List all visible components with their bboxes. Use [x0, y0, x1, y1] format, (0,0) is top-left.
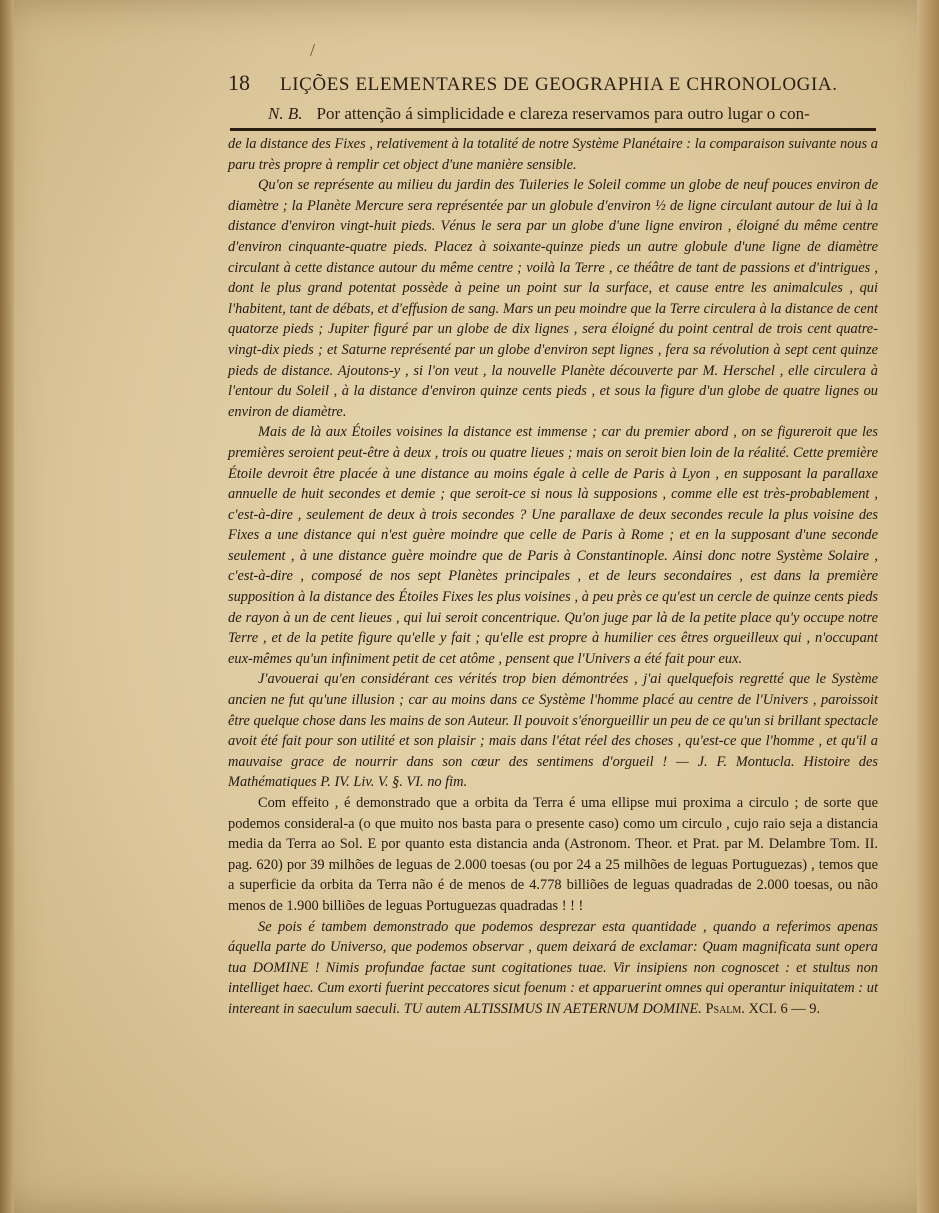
psalm-reference: Psalm. XCI. 6 — 9. [705, 1000, 821, 1017]
pencil-mark: / [310, 40, 316, 60]
footnote-body [228, 134, 878, 1020]
paragraph-orbita-terra: Com effeito , é demonstrado que a orbita da Terra é uma ellipse mui proxima a circulo ; de sorte que podemos consideral-a (o que muito nos basta para o presente caso) como um circulo , cujo raio seja a distancia media da Terra ao Sol. E por quanto esta distancia anda (Astronom. Theor. et Prat. par M. Delambre Tom. II. pag. 620) por 39 milhões de leguas de 2.000 toesas (ou por 24 a 25 milhões de leguas Portuguezas) , temos que a superficie da orbita da Terra não é de menos de 4.778 billiões de leguas quadradas de 2.000 toesas, ou não menos de 1.900 billiões de leguas Portuguezas quadradas ! ! ! [228, 795, 878, 914]
page-header [228, 70, 878, 96]
paragraph-tuileries: Qu'on se représente au milieu du jardin des Tuileries le Soleil comme un globe de neuf pouces environ de diamètre ; la Planète Mercure sera représentée par un globule d'environ ½ de ligne circulant autour de lui à la distance d'environ vingt-huit pieds. Vénus le sera par un globe d'une ligne environ , éloigné du même centre d'environ cinquante-quatre pieds. Placez à soixante-quinze pieds un autre globule d'une ligne de diamètre circulant à cette distance autour du même centre ; voilà la Terre , ce théâtre de tant de passions et d'intrigues , dont le plus grand potentat possède à peine un point sur la surface, et cause entre les animalcules , qui l'habitent, tant de débats, et d'effusion de sang. Mars un peu moindre que la Terre circulera à la distance de cent quatorze pieds ; Jupiter figuré par un globe de dix lignes , sera éloigné du point central de trois cent quatre-vingt-dix pieds ; et Saturne représenté par un globe d'environ sept lignes , fera sa révolution à sept cent quinze pieds de distance. Ajoutons-y , si l'on veut , la nouvelle Planète découverte par M. Herschel , elle circulera à l'entour du Soleil , à la distance d'environ quinze cents pieds , et sous la figure d'un globe de quatre lignes ou environ de diamètre. [228, 177, 878, 420]
nota-bene-line [268, 104, 878, 124]
running-title: LIÇÕES ELEMENTARES DE GEOGRAPHIA E CHRONOLOGIA. [280, 74, 838, 95]
footnote-rule [230, 128, 876, 131]
paragraph-distance-fixes: de la distance des Fixes , relativement à la totalité de notre Système Planétaire : la comparaison suivante nous a paru très propre à remplir cet object d'une manière sensible. [228, 136, 878, 173]
paragraph-etoiles: Mais de là aux Étoiles voisines la distance est immense ; car du premier abord , on se figureroit que les premières seroient peut-être à deux , trois ou quatre lieues ; mais on seroit bien loin de la réalité. Cette première Étoile devroit être placée à une distance au moins égale à celle de Paris à Lyon , en supposant la parallaxe annuelle de huit secondes et demie ; que seroit-ce si nous là supposions , comme elle est très-probablement , c'est-à-dire , seulement de deux à trois secondes ? Une parallaxe de deux secondes recule la plus voisine des Fixes a une distance qui n'est guère moindre que celle de Paris à Rome ; et en la supposant d'une seconde seulement , à une distance guère moindre que de Paris à Constantinople. Ainsi donc notre Système Solaire , c'est-à-dire , composé de nos sept Planètes principales , et de leurs secondaires , est dans la première supposition à la distance des Étoiles Fixes les plus voisines , à peu près ce qu'est un cercle de quinze cents pieds de rayon à un de cent lieues , qui lui seroit concentrique. Qu'on juge par là de la petite place qu'y occupe notre Terre , et de la petite figure qu'elle y fait ; qu'elle est propre à humilier ces êtres orgueilleux qui , n'occupant eux-mêmes qu'un infiniment petit de cet atôme , pensent que l'Univers a été fait pour eux. [228, 424, 878, 667]
psalm-text: Se pois é tambem demonstrado que podemos desprezar esta quantidade , quando a referimos apenas áquella parte do Universo, que podemos observar , quem deixará de exclamar: Quam magnificata sunt opera tua DOMINE ! Nimis profundae factae sunt cogitationes tuae. Vir insipiens non cognoscet : et stultus non intelliget haec. Cum exorti fuerint peccatores sicut foenum : et apparuerint omnes qui operantur iniquitatem : ut intereant in saeculum saeculi. TU autem ALTISSIMUS IN AETERNUM DOMINE. [228, 918, 878, 1017]
paragraph-systeme-ancien: J'avouerai qu'en considérant ces vérités trop bien démontrées , j'ai quelquefois regretté que le Système ancien ne fut qu'une illusion ; car au moins dans ce Système l'homme placé au centre de l'Univers , paroissoit être quelque chose dans les mains de son Auteur. Il pouvoit s'énorgueillir un peu de ce qu'un si brillant spectacle avoit été fait pour son utilité et son plaisir ; mais dans l'état réel des choses , qu'est-ce que l'homme , et qu'il a mauvaise grace de nourrir dans son cœur des sentimens d'orgueil ! — J. F. Montucla. Histoire des Mathématiques P. IV. Liv. V. §. VI. no fim. [228, 671, 878, 791]
page-right-edge [917, 0, 939, 1213]
page-number: 18 [228, 70, 250, 95]
page-left-edge [0, 0, 14, 1213]
nb-label: N. B. [268, 104, 303, 123]
paragraph-psalm [228, 917, 878, 1020]
nb-text: Por attenção á simplicidade e clareza reservamos para outro lugar o con- [316, 104, 810, 123]
